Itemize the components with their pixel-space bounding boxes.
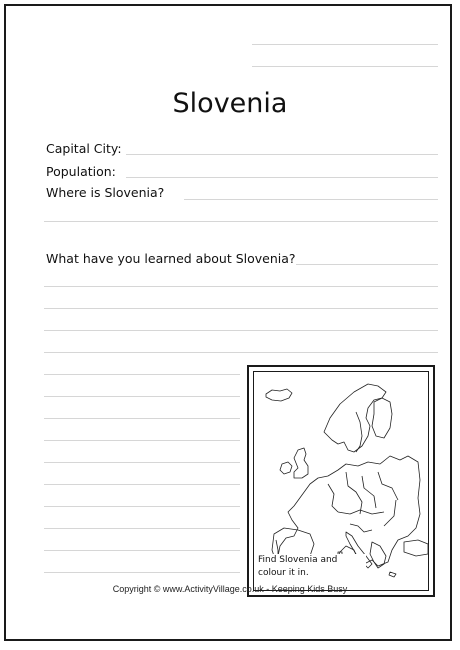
writing-line[interactable] [44, 462, 240, 463]
name-line [252, 66, 438, 67]
population-line[interactable] [126, 177, 438, 178]
writing-line[interactable] [44, 396, 240, 397]
map-caption-line: colour it in. [258, 568, 309, 578]
writing-line[interactable] [44, 221, 438, 222]
map-caption-line: Find Slovenia and [258, 555, 338, 565]
writing-line[interactable] [44, 286, 438, 287]
page-title: Slovenia [172, 88, 288, 119]
writing-line[interactable] [44, 308, 438, 309]
where-is-label: Where is Slovenia? [46, 185, 165, 200]
capital-city-label: Capital City: [46, 141, 122, 156]
map-caption [258, 554, 366, 580]
where-is-line[interactable] [184, 199, 438, 200]
learned-line[interactable] [296, 264, 438, 265]
writing-line[interactable] [44, 352, 438, 353]
writing-line[interactable] [44, 528, 240, 529]
writing-line[interactable] [44, 440, 240, 441]
learned-prompt: What have you learned about Slovenia? [46, 251, 296, 266]
population-label: Population: [46, 164, 116, 179]
map-inner-frame [253, 371, 429, 591]
writing-line[interactable] [44, 484, 240, 485]
writing-line[interactable] [44, 374, 240, 375]
writing-line[interactable] [44, 550, 240, 551]
capital-city-line[interactable] [126, 154, 438, 155]
writing-line[interactable] [44, 418, 240, 419]
map-box [247, 365, 435, 597]
name-line [252, 44, 438, 45]
worksheet-page [4, 4, 452, 641]
writing-line[interactable] [44, 330, 438, 331]
writing-line[interactable] [44, 572, 240, 573]
copyright-notice: Copyright © www.ActivityVillage.co.uk - Keeping Kids Busy [112, 584, 348, 594]
writing-line[interactable] [44, 506, 240, 507]
